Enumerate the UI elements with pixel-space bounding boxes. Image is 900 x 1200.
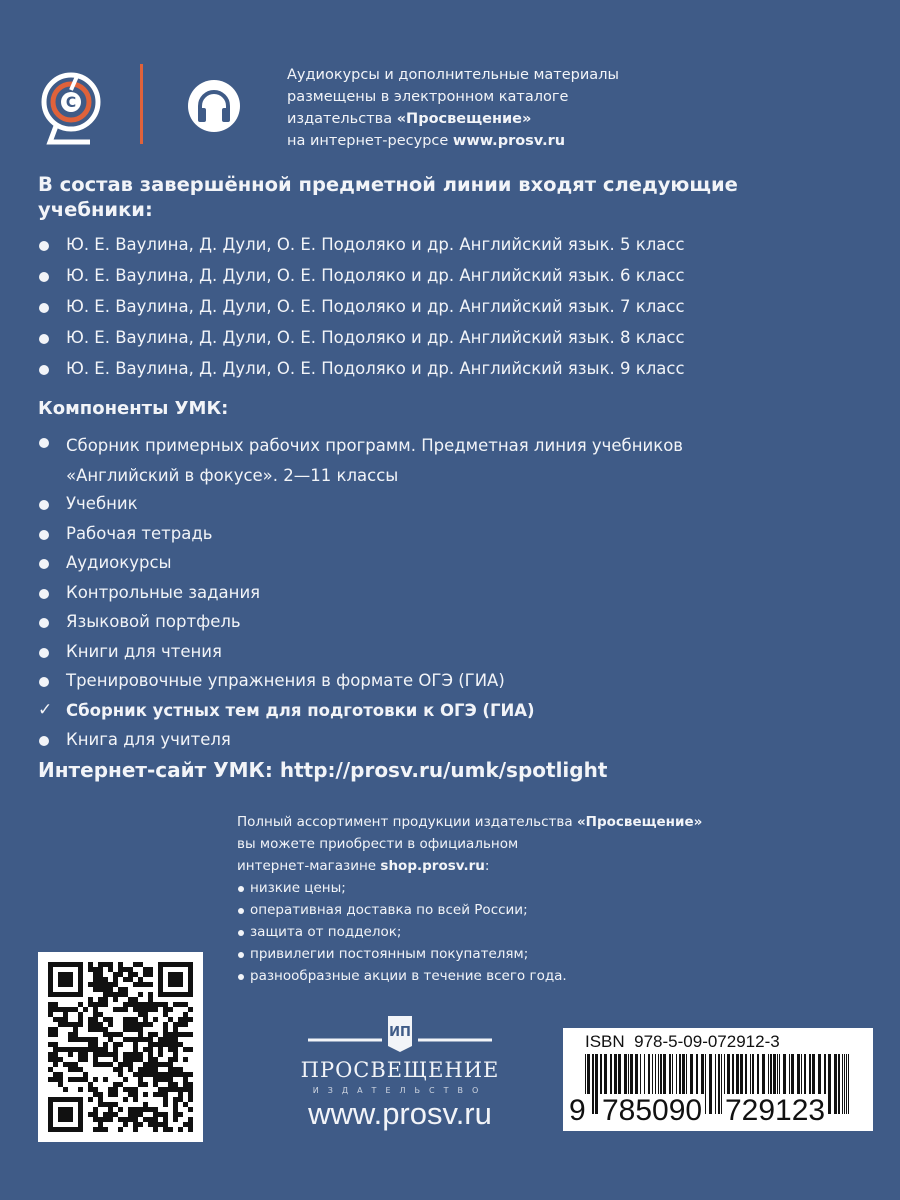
series-list bbox=[38, 234, 685, 389]
item-text: «Английский в фокусе». 2—11 классы bbox=[66, 466, 399, 485]
bullet-icon bbox=[39, 500, 49, 510]
item-text: Языковой портфель bbox=[66, 612, 241, 631]
item-text: Ю. Е. Ваулина, Д. Дули, О. Е. Подоляко и др. Английский язык. 7 класс bbox=[66, 297, 685, 316]
bullet-icon bbox=[39, 736, 49, 746]
text: издательства bbox=[287, 111, 397, 127]
shop-bullet: разнообразные акции в течение всего года. bbox=[237, 965, 702, 987]
bullet-icon bbox=[39, 530, 49, 540]
item-text: Ю. Е. Ваулина, Д. Дули, О. Е. Подоляко и др. Английский язык. 6 класс bbox=[66, 266, 685, 285]
shop-bullet: защита от подделок; bbox=[237, 921, 702, 943]
list-item bbox=[38, 523, 683, 553]
list-item-current bbox=[38, 700, 683, 730]
text: : bbox=[484, 858, 490, 874]
audio-line: размещены в электронном каталоге bbox=[287, 89, 569, 105]
publisher-sub: ИЗДАТЕЛЬСТВО bbox=[312, 1086, 488, 1095]
item-text: Аудиокурсы bbox=[66, 553, 172, 572]
list-item bbox=[38, 552, 683, 582]
item-text: Рабочая тетрадь bbox=[66, 523, 213, 543]
svg-text:ИП: ИП bbox=[389, 1025, 411, 1040]
bullet-icon bbox=[39, 677, 49, 687]
text: на интернет-ресурсе bbox=[287, 133, 453, 149]
barcode-digit: 9 bbox=[569, 1094, 590, 1128]
isbn-barcode bbox=[563, 1028, 873, 1131]
shop-info bbox=[237, 811, 702, 987]
shop-link[interactable]: shop.prosv.ru bbox=[380, 858, 485, 874]
publisher-emblem-icon bbox=[300, 1012, 500, 1054]
umk-list bbox=[38, 431, 683, 759]
list-item bbox=[38, 670, 683, 700]
list-item bbox=[38, 327, 685, 358]
list-item bbox=[38, 729, 683, 759]
isbn-number: 978-5-09-072912-3 bbox=[634, 1032, 780, 1051]
list-item bbox=[38, 358, 685, 389]
audio-line: Аудиокурсы и дополнительные материалы bbox=[287, 67, 619, 83]
list-item bbox=[38, 611, 683, 641]
barcode-digits: 785090 bbox=[602, 1094, 703, 1127]
barcode-digits: 729123 bbox=[725, 1094, 826, 1127]
item-text: Книги для чтения bbox=[66, 641, 222, 661]
list-item bbox=[38, 234, 685, 265]
item-text: Ю. Е. Ваулина, Д. Дули, О. Е. Подоляко и др. Английский язык. 5 класс bbox=[66, 235, 685, 254]
shop-bullet: низкие цены; bbox=[237, 877, 702, 899]
bullet-icon bbox=[39, 303, 49, 313]
text: вы можете приобрести в официальном bbox=[237, 836, 519, 852]
item-text: Ю. Е. Ваулина, Д. Дули, О. Е. Подоляко и др. Английский язык. 9 класс bbox=[66, 359, 685, 378]
item-text: Учебник bbox=[66, 494, 138, 513]
item-text: Сборник устных тем для подготовки к ОГЭ (ГИА) bbox=[66, 700, 535, 720]
bullet-icon bbox=[39, 618, 49, 628]
isbn-label: ISBN bbox=[585, 1032, 625, 1051]
resource-link[interactable]: www.prosv.ru bbox=[452, 133, 566, 149]
publisher-name: «Просвещение» bbox=[396, 111, 532, 127]
list-item bbox=[38, 431, 683, 493]
headphones-icon bbox=[188, 80, 240, 132]
shop-bullet: оперативная доставка по всей России; bbox=[237, 899, 702, 921]
text: интернет-магазине bbox=[237, 858, 381, 874]
umk-heading: Компоненты УМК: bbox=[38, 398, 229, 419]
text: Полный ассортимент продукции издательства bbox=[237, 814, 577, 830]
item-text: Контрольные задания bbox=[66, 582, 261, 602]
publisher-logo bbox=[300, 1012, 500, 1095]
bullet-icon bbox=[39, 365, 49, 375]
publisher-url[interactable]: www.prosv.ru bbox=[308, 1096, 492, 1131]
svg-text:C: C bbox=[65, 95, 77, 111]
bullet-icon bbox=[39, 559, 49, 569]
bullet-icon bbox=[39, 648, 49, 658]
divider bbox=[140, 64, 143, 144]
item-text: Сборник примерных рабочих программ. Предметная линия учебников bbox=[66, 436, 684, 455]
item-text: Ю. Е. Ваулина, Д. Дули, О. Е. Подоляко и др. Английский язык. 8 класс bbox=[66, 328, 685, 347]
item-text: Книга для учителя bbox=[66, 730, 231, 749]
qr-code[interactable] bbox=[38, 952, 203, 1142]
item-text: Тренировочные упражнения в формате ОГЭ (ГИА) bbox=[66, 671, 505, 690]
list-item bbox=[38, 296, 685, 327]
list-item bbox=[38, 493, 683, 523]
bullet-icon bbox=[39, 589, 49, 599]
checkmark-icon: ✓ bbox=[38, 699, 53, 720]
bullet-icon bbox=[39, 272, 49, 282]
audio-info bbox=[287, 64, 619, 152]
publisher-name: «Просвещение» bbox=[576, 814, 703, 830]
list-item bbox=[38, 265, 685, 296]
publisher-name: ПРОСВЕЩЕНИЕ bbox=[300, 1058, 500, 1082]
bullet-icon bbox=[39, 438, 49, 448]
audio-catalog-logo bbox=[38, 68, 104, 148]
list-item bbox=[38, 641, 683, 671]
series-heading: В состав завершённой предметной линии входят следующие учебники: bbox=[38, 173, 738, 221]
shop-bullet: привилегии постоянным покупателям; bbox=[237, 943, 702, 965]
bullet-icon bbox=[39, 241, 49, 251]
list-item bbox=[38, 582, 683, 612]
bullet-icon bbox=[39, 334, 49, 344]
umk-website[interactable]: Интернет-сайт УМК: http://prosv.ru/umk/spotlight bbox=[38, 758, 608, 782]
